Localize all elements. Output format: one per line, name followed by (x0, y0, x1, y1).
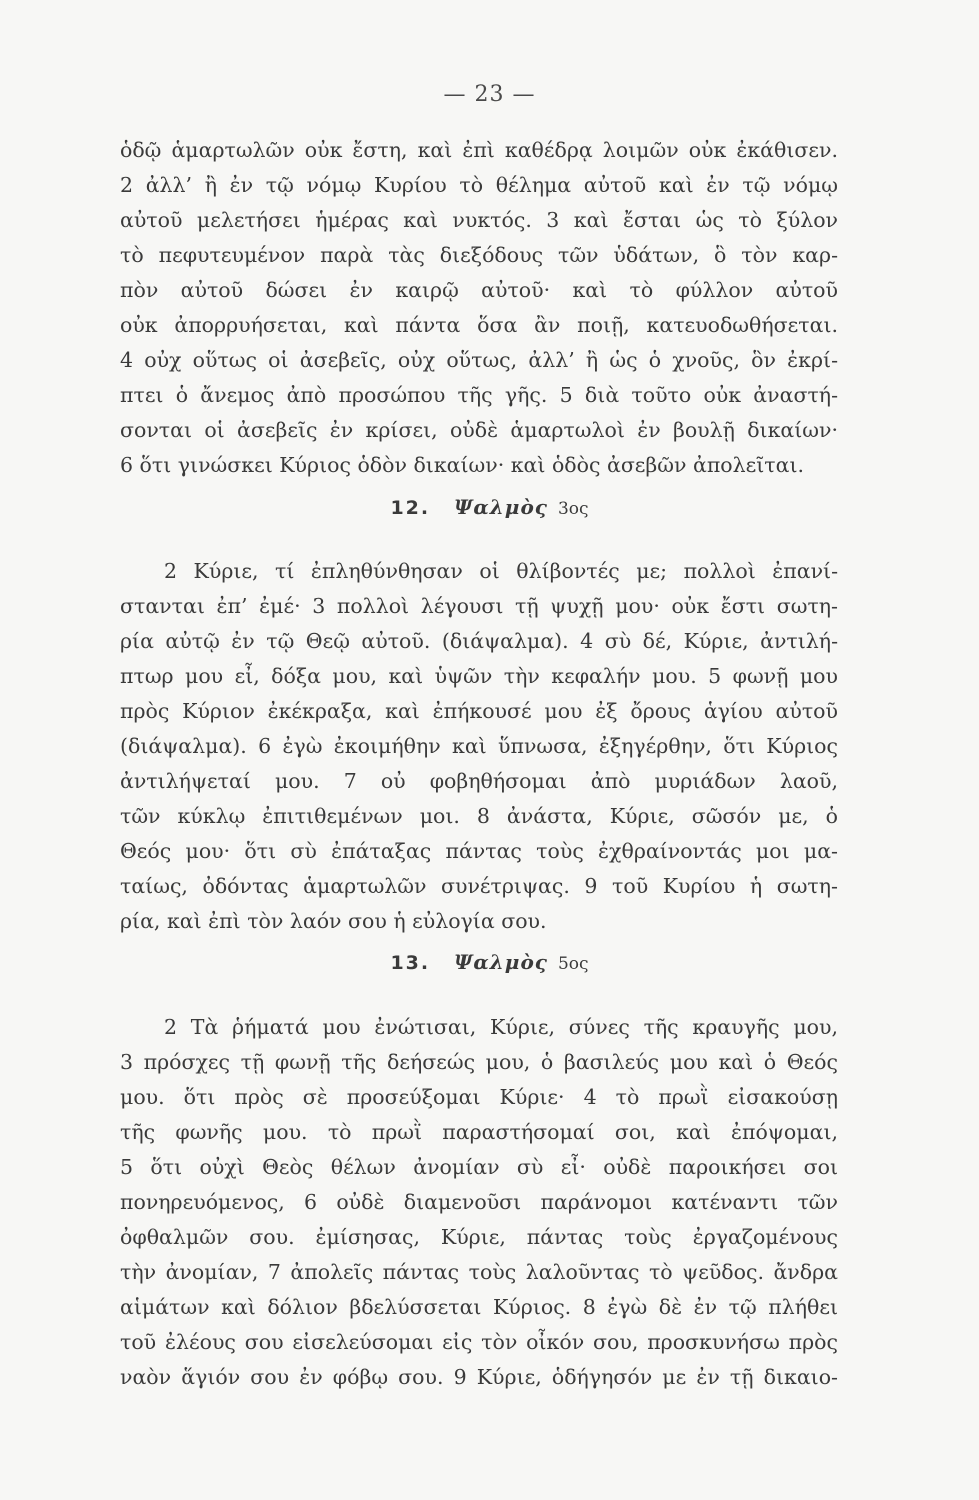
text-line: 3 πρόσχες τῇ φωνῇ τῆς δεήσεώς μου, ὁ βασιλεύς μου καὶ ὁ Θεός (120, 1050, 838, 1074)
section-number: 12. (390, 497, 431, 519)
text-line: αὐτοῦ μελετήσει ἡμέρας καὶ νυκτός. 3 καὶ ἔσται ὡς τὸ ξύλον (120, 208, 838, 232)
text-line: πτει ὁ ἄνεμος ἀπὸ προσώπου τῆς γῆς. 5 διὰ τοῦτο οὐκ ἀναστή- (120, 383, 838, 407)
text-line: οὐκ ἀπορρυήσεται, καὶ πάντα ὅσα ἂν ποιῇ, κατευοδωθήσεται. (120, 313, 838, 337)
text-line: τῆς φωνῆς μου. τὸ πρωῒ παραστήσομαί σοι, καὶ ἐπόψομαι, (120, 1120, 838, 1144)
section-heading-13 (0, 950, 979, 974)
text-line: στανται ἐπ’ ἐμέ· 3 πολλοὶ λέγουσι τῇ ψυχῇ μου· οὐκ ἔστι σωτη- (120, 594, 838, 618)
text-line: τὸ πεφυτευμένον παρὰ τὰς διεξόδους τῶν ὑδάτων, ὃ τὸν καρ- (120, 243, 838, 267)
text-line: αἱμάτων καὶ δόλιον βδελύσσεται Κύριος. 8 ἐγὼ δὲ ἐν τῷ πλήθει (120, 1295, 838, 1319)
section-ordinal: 3ος (557, 499, 589, 519)
text-line: 4 οὐχ οὕτως οἱ ἀσεβεῖς, οὐχ οὕτως, ἀλλ’ ἢ ὡς ὁ χνοῦς, ὃν ἐκρί- (120, 348, 838, 372)
section-number: 13. (390, 952, 431, 974)
text-line: 2 Τὰ ῥήματά μου ἐνώτισαι, Κύριε, σύνες τῆς κραυγῆς μου, (164, 1015, 838, 1039)
text-line: (διάψαλμα). 6 ἐγὼ ἐκοιμήθην καὶ ὕπνωσα, ἐξηγέρθην, ὅτι Κύριος (120, 734, 838, 758)
paragraph-psalm-1-end (120, 133, 838, 483)
text-line: τοῦ ἐλέους σου εἰσελεύσομαι εἰς τὸν οἶκόν σου, προσκυνήσω πρὸς (120, 1330, 838, 1354)
text-line: μου. ὅτι πρὸς σὲ προσεύξομαι Κύριε· 4 τὸ πρωῒ εἰσακούσῃ (120, 1085, 838, 1109)
paragraph-psalm-5 (120, 1010, 838, 1395)
text-line: πὸν αὐτοῦ δώσει ἐν καιρῷ αὐτοῦ· καὶ τὸ φύλλον αὐτοῦ (120, 278, 838, 302)
text-line: 2 Κύριε, τί ἐπληθύνθησαν οἱ θλίβοντές με; πολλοὶ ἐπανί- (164, 559, 838, 583)
section-title: Ψαλμὸς (454, 950, 548, 974)
text-line: σονται οἱ ἀσεβεῖς ἐν κρίσει, οὐδὲ ἁμαρτωλοὶ ἐν βουλῇ δικαίων· (120, 418, 838, 442)
section-heading-12 (0, 495, 979, 519)
text-line: πτωρ μου εἶ, δόξα μου, καὶ ὑψῶν τὴν κεφαλήν μου. 5 φωνῇ μου (120, 664, 838, 688)
text-line: 6 ὅτι γινώσκει Κύριος ὁδὸν δικαίων· καὶ ὁδὸς ἀσεβῶν ἀπολεῖται. (120, 453, 805, 477)
text-line: ρία αὐτῷ ἐν τῷ Θεῷ αὐτοῦ. (διάψαλμα). 4 σὺ δέ, Κύριε, ἀντιλή- (120, 629, 838, 653)
page-number: — 23 — (443, 82, 536, 107)
section-title: Ψαλμὸς (454, 495, 548, 519)
text-line: ρία, καὶ ἐπὶ τὸν λαόν σου ἡ εὐλογία σου. (120, 909, 547, 933)
text-line: 5 ὅτι οὐχὶ Θεὸς θέλων ἀνομίαν σὺ εἶ· οὐδὲ παροικήσει σοι (120, 1155, 838, 1179)
text-line: ναὸν ἅγιόν σου ἐν φόβῳ σου. 9 Κύριε, ὁδήγησόν με ἐν τῇ δικαιο- (120, 1365, 838, 1389)
text-line: ταίως, ὀδόντας ἁμαρτωλῶν συνέτριψας. 9 τοῦ Κυρίου ἡ σωτη- (120, 874, 838, 898)
text-line: πονηρευόμενος, 6 οὐδὲ διαμενοῦσι παράνομοι κατέναντι τῶν (120, 1190, 838, 1214)
paragraph-psalm-3 (120, 554, 838, 939)
text-line: 2 ἀλλ’ ἢ ἐν τῷ νόμῳ Κυρίου τὸ θέλημα αὐτοῦ καὶ ἐν τῷ νόμῳ (120, 173, 838, 197)
text-line: ὁδῷ ἁμαρτωλῶν οὐκ ἔστη, καὶ ἐπὶ καθέδρᾳ λοιμῶν οὐκ ἐκάθισεν. (120, 138, 838, 162)
text-line: ὀφθαλμῶν σου. ἐμίσησας, Κύριε, πάντας τοὺς ἐργαζομένους (120, 1225, 838, 1249)
text-line: ἀντιλήψεταί μου. 7 οὐ φοβηθήσομαι ἀπὸ μυριάδων λαοῦ, (120, 769, 838, 793)
text-line: Θεός μου· ὅτι σὺ ἐπάταξας πάντας τοὺς ἐχθραίνοντάς μοι μα- (120, 839, 838, 863)
section-ordinal: 5ος (557, 954, 589, 974)
text-line: τὴν ἀνομίαν, 7 ἀπολεῖς πάντας τοὺς λαλοῦντας τὸ ψεῦδος. ἄνδρα (120, 1260, 838, 1284)
text-line: τῶν κύκλῳ ἐπιτιθεμένων μοι. 8 ἀνάστα, Κύριε, σῶσόν με, ὁ (120, 804, 838, 828)
text-line: πρὸς Κύριον ἐκέκραξα, καὶ ἐπήκουσέ μου ἐξ ὄρους ἁγίου αὐτοῦ (120, 699, 838, 723)
